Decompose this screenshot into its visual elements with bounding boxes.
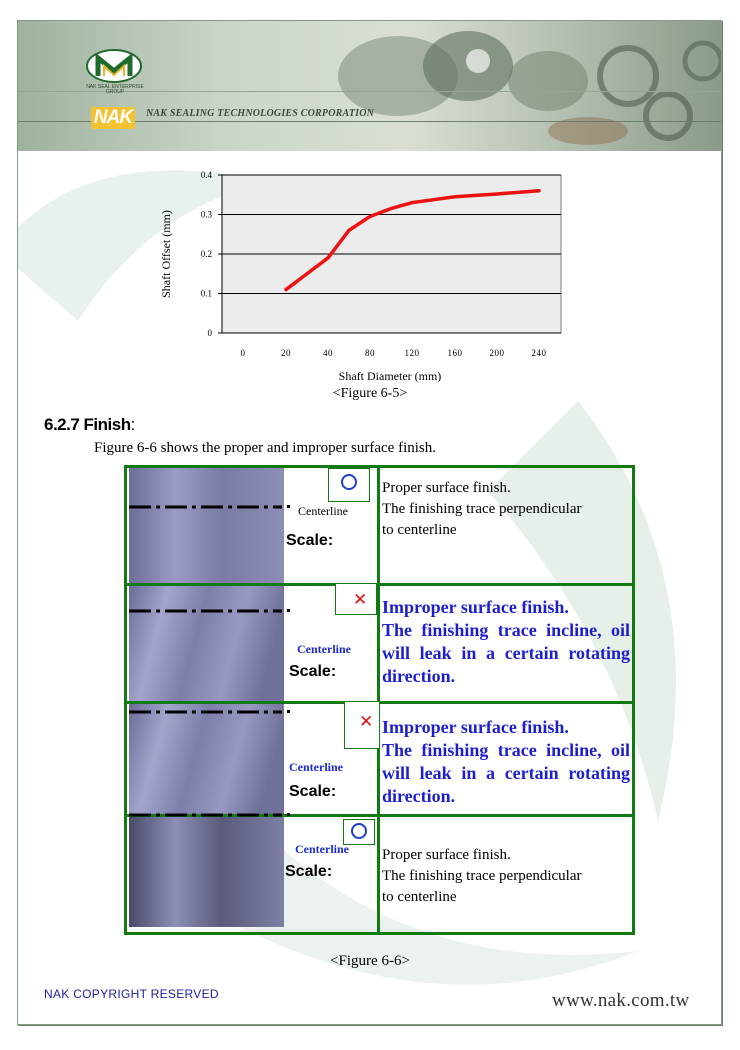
finish-row — [126, 816, 634, 934]
finish-row — [126, 467, 634, 585]
description-line: to centerline — [382, 889, 457, 905]
description-line: Improper surface finish. — [382, 717, 569, 737]
surface-photo — [129, 468, 284, 583]
y-tick-label: 0.2 — [200, 249, 212, 259]
proper-check-icon — [351, 823, 367, 839]
centerline-label: Centerline — [289, 760, 343, 774]
finish-description-cell — [379, 467, 634, 585]
finish-image-cell — [126, 816, 379, 934]
header-banner — [18, 21, 722, 151]
finish-description — [380, 468, 632, 541]
finish-row — [126, 585, 634, 703]
surface-photo — [129, 704, 284, 814]
proper-check-icon — [341, 474, 357, 490]
company-name: NAK SEALING TECHNOLOGIES CORPORATION — [146, 108, 375, 119]
description-line: The finishing trace incline, oil will leak in a certain rotating direction. — [382, 740, 630, 806]
x-tick-label: 160 — [447, 348, 463, 358]
y-tick-label: 0.1 — [200, 288, 212, 299]
description-line: Proper surface finish. — [382, 480, 511, 496]
finish-description — [380, 817, 632, 908]
improper-x-icon: ✕ — [353, 590, 368, 610]
finish-image-cell — [126, 703, 379, 816]
centerline-mark — [127, 607, 297, 615]
scale-label: Scale: — [286, 532, 334, 549]
x-tick-label: 40 — [323, 348, 333, 358]
x-tick-label: 80 — [365, 348, 375, 358]
finish-description-cell — [379, 703, 634, 816]
x-tick-label: 20 — [281, 348, 291, 358]
finish-description — [380, 586, 632, 688]
surface-photo — [129, 817, 284, 927]
copyright-notice: NAK COPYRIGHT RESERVED — [44, 987, 219, 1001]
x-axis-title: Shaft Diameter (mm) — [338, 369, 442, 383]
finish-description-cell — [379, 585, 634, 703]
company-logo — [86, 49, 142, 83]
y-axis-title: Shaft Offset (mm) — [159, 210, 173, 298]
description-line: to centerline — [382, 522, 457, 538]
centerline-mark — [127, 503, 297, 511]
description-line: The finishing trace perpendicular — [382, 868, 582, 884]
figure-6-5-caption: <Figure 6-5> — [332, 386, 408, 401]
centerline-label: Centerline — [297, 642, 351, 656]
scale-label: Scale: — [289, 663, 337, 680]
section-colon: : — [130, 415, 135, 434]
x-tick-label: 200 — [489, 348, 505, 358]
nak-badge: NAK — [91, 107, 135, 129]
y-tick-label: 0.3 — [200, 209, 212, 220]
mark-box — [328, 468, 370, 502]
figure-6-6-caption: <Figure 6-6> — [330, 953, 410, 969]
website-url[interactable]: www.nak.com.tw — [552, 990, 690, 1011]
description-line: The finishing trace incline, oil will leak in a certain rotating direction. — [382, 620, 630, 686]
finish-image-cell — [126, 585, 379, 703]
centerline-label: Centerline — [295, 842, 349, 856]
surface-finish-table — [124, 465, 635, 935]
section-heading — [44, 415, 135, 435]
centerline-mark — [127, 811, 297, 819]
description-line: Proper surface finish. — [382, 847, 511, 863]
shaft-offset-chart — [140, 160, 570, 390]
centerline-label: Centerline — [298, 504, 348, 518]
section-intro: Figure 6-6 shows the proper and improper surface finish. — [94, 440, 436, 456]
y-tick-label: 0 — [207, 328, 212, 338]
finish-image-cell — [126, 467, 379, 585]
improper-x-icon: ✕ — [359, 712, 374, 732]
banner-motorcycle-art — [318, 21, 722, 151]
finish-description-cell — [379, 816, 634, 934]
centerline-mark — [127, 708, 297, 716]
section-title: Finish — [83, 415, 131, 434]
scale-label: Scale: — [285, 863, 333, 880]
finish-description — [380, 704, 632, 808]
description-line: Improper surface finish. — [382, 597, 569, 617]
y-tick-label: 0.4 — [200, 170, 212, 180]
mark-box — [335, 583, 377, 615]
scale-label: Scale: — [289, 783, 337, 800]
x-tick-label: 0 — [240, 348, 246, 358]
mark-box — [344, 701, 380, 749]
finish-row — [126, 703, 634, 816]
section-number: 6.2.7 — [44, 415, 80, 434]
description-line: The finishing trace perpendicular — [382, 501, 582, 517]
surface-photo — [129, 586, 284, 701]
x-tick-label: 120 — [404, 348, 420, 358]
logo-subtext: NAK SEAL ENTERPRISE GROUP — [86, 84, 144, 95]
x-tick-label: 240 — [531, 348, 547, 358]
